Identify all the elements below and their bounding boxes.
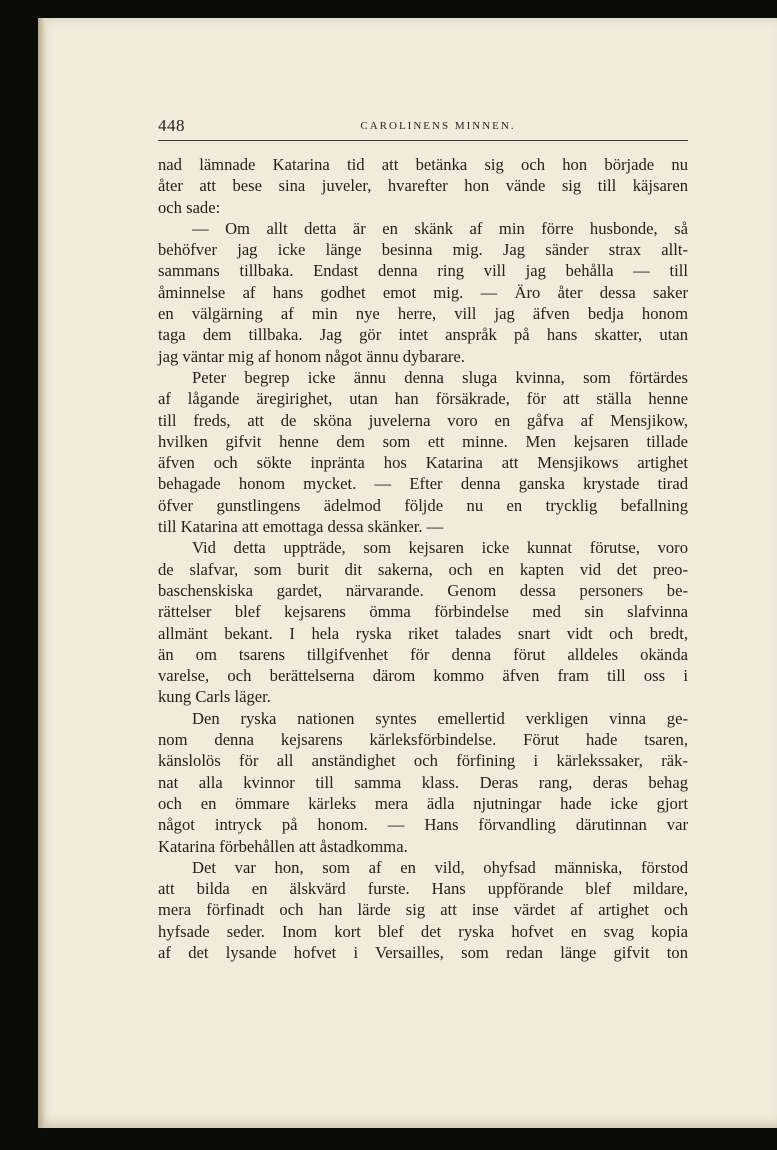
text-line: taga dem tillbaka. Jag gör intet anspråk på hans skatter, utan	[158, 325, 688, 345]
text-line: de slafvar, som burit dit sakerna, och en kapten vid det preo-	[158, 559, 688, 579]
text-line: rättelser blef kejsarens ömma förbindelse med sin slafvinna	[158, 602, 688, 622]
page-number: 448	[158, 116, 185, 135]
text-line: hyfsade seder. Inom kort blef det ryska hofvet en svag kopia	[158, 921, 688, 941]
page-bottom-shade	[38, 1114, 777, 1128]
text-line: af det lysande hofvet i Versailles, som redan länge gifvit ton	[158, 942, 688, 962]
text-line: en välgärning af min nye herre, vill jag äfven bedja honom	[158, 304, 688, 324]
text-line: än om tsarens tillgifvenhet för denna förut alldeles okända	[158, 644, 688, 664]
text-line: och sade:	[158, 197, 221, 217]
text-line: Peter begrep icke ännu denna sluga kvinna, som förtärdes	[192, 367, 688, 387]
page-gutter-edge	[38, 18, 46, 1128]
text-line: åter att bese sina juveler, hvarefter hon vände sig till käjsaren	[158, 176, 688, 196]
text-line: sammans tillbaka. Endast denna ring vill jag behålla — till	[158, 261, 688, 281]
text-line: och en ömmare kärleks mera ädla njutningar hade icke gjort	[158, 793, 688, 813]
text-line: känslolös för all anständighet och förfining i kärlekssaker, räk-	[158, 751, 688, 771]
text-line: allmänt bekant. I hela ryska riket talades snart vidt och bredt,	[158, 623, 688, 643]
text-line: af lågande äregirighet, utan han försäkrade, för att ställa henne	[158, 389, 688, 409]
text-line: behagade honom mycket. — Efter denna ganska krystade tirad	[158, 474, 688, 494]
text-line: Det var hon, som af en vild, ohyfsad människa, förstod	[192, 857, 688, 877]
running-title: CAROLINENS MINNEN.	[360, 120, 516, 132]
text-line: nat alla kvinnor till samma klass. Deras rang, deras behag	[158, 772, 688, 792]
text-line: till Katarina att emottaga dessa skänker. —	[158, 517, 444, 537]
text-line: Katarina förbehållen att åstadkomma.	[158, 836, 408, 856]
text-line: Vid detta uppträde, som kejsaren icke kunnat förutse, voro	[192, 538, 688, 558]
book-page	[38, 18, 777, 1128]
text-line: nad lämnade Katarina tid att betänka sig och hon började nu	[158, 155, 688, 174]
text-line: kung Carls läger.	[158, 687, 271, 707]
text-line: nom denna kejsarens kärleksförbindelse. Förut hade tsaren,	[158, 730, 688, 750]
text-line: varelse, och berättelserna därom kommo äfven fram till oss i	[158, 666, 688, 686]
text-line: mera förfinadt och han lärde sig att inse värdet af artighet och	[158, 900, 688, 920]
text-line: baschenskiska gardet, närvarande. Genom dessa personers be-	[158, 580, 688, 600]
text-line: åminnelse af hans godhet emot mig. — Äro åter dessa saker	[158, 282, 688, 302]
text-line: jag väntar mig af honom något ännu dybarare.	[158, 346, 465, 366]
page-header	[158, 116, 688, 141]
text-line: hvilken gifvit henne dem som ett minne. Men kejsaren tillade	[158, 431, 688, 451]
text-line: öfver gunstlingens ädelmod följde nu en trycklig befallning	[158, 495, 688, 515]
text-line: till freds, att de sköna juvelerna voro en gåfva af Mensjikow,	[158, 410, 688, 430]
text-line: något intryck på honom. — Hans förvandling därutinnan var	[158, 815, 688, 835]
text-line: att bilda en älskvärd furste. Hans uppförande blef mildare,	[158, 879, 688, 899]
text-line: — Om allt detta är en skänk af min förre husbonde, så	[192, 218, 688, 238]
text-line: behöfver jag icke länge besinna mig. Jag sänder strax allt-	[158, 240, 688, 260]
text-line: äfven och sökte inpränta hos Katarina att Mensjikows artighet	[158, 453, 688, 473]
text-line: Den ryska nationen syntes emellertid verkligen vinna ge-	[192, 708, 688, 728]
body-text	[158, 154, 688, 963]
